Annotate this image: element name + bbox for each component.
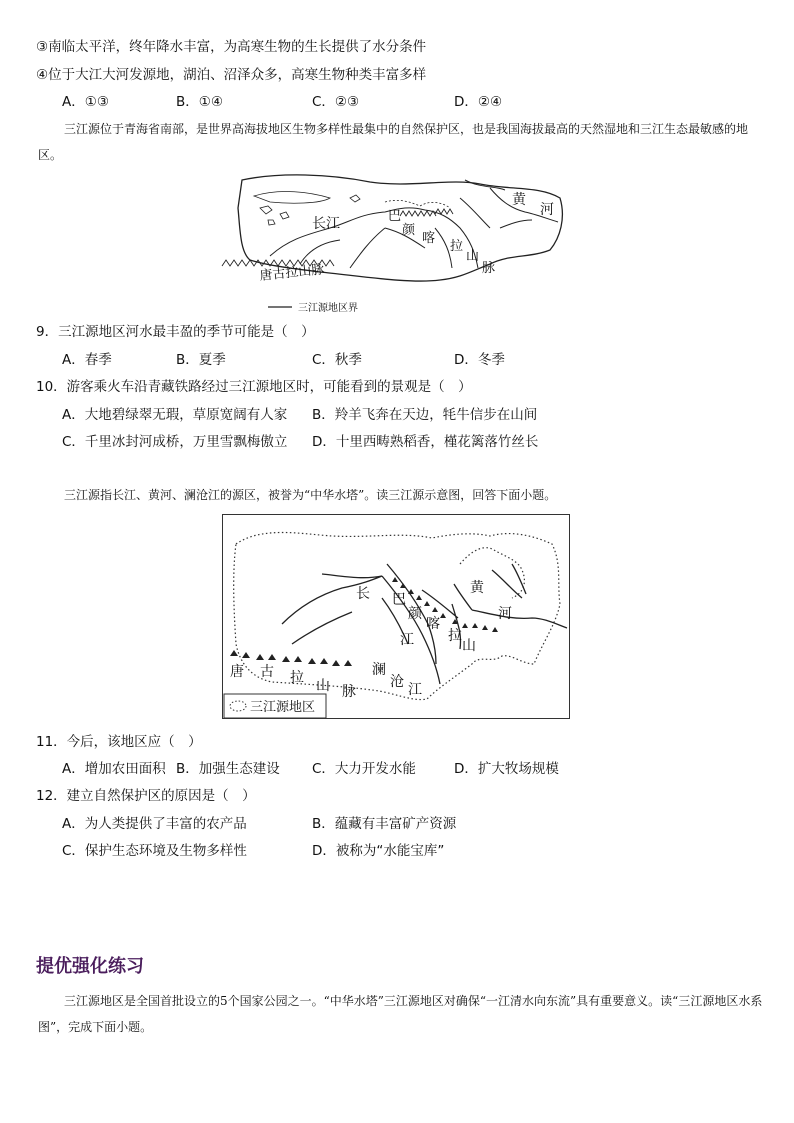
label-huang: 黄: [470, 580, 484, 596]
label-shan: 山: [462, 638, 476, 654]
statement-4: ④位于大江大河发源地，湖泊、沼泽众多，高寒生物种类丰富多样: [36, 67, 427, 83]
label-huang: 黄: [512, 192, 526, 208]
q10-option-d[interactable]: D．十里西畴熟稻香，槿花篱落竹丝长: [312, 434, 539, 450]
q10-option-a[interactable]: A．大地碧绿翠无瑕，草原宽阔有人家: [62, 407, 288, 423]
label-ka: 喀: [426, 616, 440, 632]
q12-option-b[interactable]: B．蕴藏有丰富矿产资源: [312, 816, 457, 832]
section-title: 提优强化练习: [36, 956, 144, 977]
label-yan: 颜: [408, 606, 422, 622]
intro-paragraph-2: 三江源指长江、黄河、澜沧江的源区，被誉为“中华水塔”。读三江源示意图，回答下面小题。: [64, 488, 557, 502]
q9-stem: 9．三江源地区河水最丰盈的季节可能是（ ）: [36, 324, 315, 340]
legend-label: 三江源地区: [250, 700, 316, 715]
label-tanggula: 唐古拉山脉: [258, 262, 326, 284]
statement-3: ③南临太平洋，终年降水丰富，为高寒生物的生长提供了水分条件: [36, 39, 427, 55]
q11-option-d[interactable]: D．扩大牧场规模: [454, 761, 559, 777]
q9-option-a[interactable]: A．春季: [62, 352, 112, 368]
q9-option-d[interactable]: D．冬季: [454, 352, 505, 368]
label-gu: 古: [260, 664, 274, 680]
label-jiang: 江: [400, 632, 414, 648]
label-tang: 唐: [230, 664, 244, 680]
q10-stem: 10．游客乘火车沿青藏铁路经过三江源地区时，可能看到的景观是（ ）: [36, 379, 472, 395]
label-shan: 山: [466, 249, 480, 264]
label-la: 拉: [450, 239, 464, 254]
label-chang: 长: [356, 586, 370, 602]
q11-option-c[interactable]: C．大力开发水能: [312, 761, 416, 777]
intro-paragraph-3: 三江源地区是全国首批设立的5个国家公园之一。“中华水塔”三江源地区对确保“一江清水向东流”具有重要意义。读“三江源地区水系图”，完成下面小题。: [38, 994, 763, 1034]
label-he: 河: [540, 202, 554, 218]
q8-option-a[interactable]: A．①③: [62, 94, 109, 110]
label-ba: 巴: [388, 209, 402, 224]
q9-option-c[interactable]: C．秋季: [312, 352, 362, 368]
intro-paragraph-1: 三江源位于青海省南部，是世界高海拔地区生物多样性最集中的自然保护区，也是我国海拔最高的天然湿地和三江生态最敏感的地区。: [38, 122, 749, 162]
q8-option-c[interactable]: C．②③: [312, 94, 360, 110]
label-mai: 脉: [342, 684, 356, 700]
label-yan: 颜: [402, 223, 416, 238]
q8-option-d[interactable]: D．②④: [454, 94, 503, 110]
q12-option-d[interactable]: D．被称为“水能宝库”: [312, 843, 445, 859]
q10-option-c[interactable]: C．千里冰封河成桥，万里雪飘梅傲立: [62, 434, 288, 450]
label-changjiang: 长江: [312, 216, 340, 232]
q11-option-b[interactable]: B．加强生态建设: [176, 761, 280, 777]
q12-option-a[interactable]: A．为人类提供了丰富的农产品: [62, 816, 247, 832]
label-mai: 脉: [482, 261, 496, 276]
q11-option-a[interactable]: A．增加农田面积: [62, 761, 166, 777]
q10-option-b[interactable]: B．羚羊飞奔在天边，牦牛信步在山间: [312, 407, 538, 423]
label-shan-tanggula: 山: [316, 678, 330, 694]
label-la-tanggula: 拉: [290, 670, 304, 686]
mountain-range-tanggula-icon: [230, 650, 352, 666]
label-ka: 喀: [422, 231, 436, 246]
label-ba: 巴: [392, 592, 406, 608]
legend-label: 三江源地区界: [298, 303, 358, 314]
map-sanjiangyuan-1: [210, 168, 572, 318]
label-jiang-lancang: 江: [408, 682, 422, 698]
q11-stem: 11．今后，该地区应（ ）: [36, 734, 202, 750]
q9-option-b[interactable]: B．夏季: [176, 352, 226, 368]
label-he: 河: [498, 606, 512, 622]
q12-stem: 12．建立自然保护区的原因是（ ）: [36, 788, 256, 804]
q8-option-b[interactable]: B．①④: [176, 94, 223, 110]
label-cang: 沧: [390, 674, 404, 690]
map-sanjiangyuan-2: [222, 514, 570, 719]
label-lan: 澜: [372, 662, 386, 678]
label-la: 拉: [448, 628, 462, 644]
q12-option-c[interactable]: C．保护生态环境及生物多样性: [62, 843, 247, 859]
